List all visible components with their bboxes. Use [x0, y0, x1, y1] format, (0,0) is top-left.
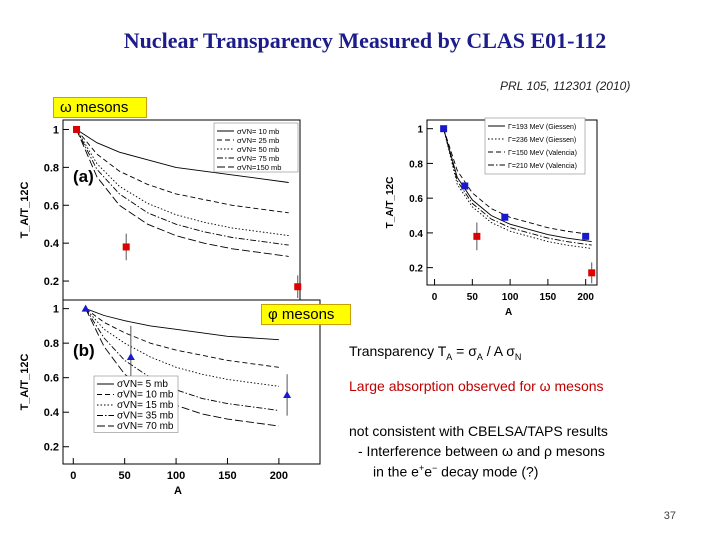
panel-label: (b) [73, 341, 95, 360]
data-point [283, 391, 291, 398]
omega-mesons-label: ω mesons [53, 97, 147, 118]
y-tick-label: 0.2 [43, 441, 59, 454]
not-consistent-note: not consistent with CBELSA/TAPS results [349, 423, 608, 439]
y-axis-label: T_A/T_12C [385, 176, 396, 229]
transparency-formula [349, 343, 521, 362]
decay-sup1: + [418, 463, 425, 473]
data-point [582, 233, 589, 240]
legend-entry: Γ=150 MeV (Valencia) [508, 150, 577, 157]
legend-entry: σVN= 35 mb [117, 410, 174, 422]
x-tick-label: 50 [466, 292, 478, 303]
absorption-note: Large absorption observed for ω mesons [349, 378, 604, 394]
panel-label: (a) [73, 167, 94, 186]
decay-mode-note [373, 463, 538, 480]
x-tick-label: 150 [218, 470, 237, 482]
x-axis-label: A [174, 485, 182, 497]
slide-title: Nuclear Transparency Measured by CLAS E01-112 [123, 28, 607, 53]
plot-a [18, 115, 318, 305]
transparency-label: Transparency T [349, 343, 447, 359]
data-point [461, 183, 468, 190]
y-tick-label: 0.2 [43, 276, 59, 289]
y-tick-label: 0.8 [43, 338, 59, 351]
data-point [473, 233, 480, 240]
y-tick-label: 1 [417, 124, 423, 136]
transparency-rest2: / A σ [482, 343, 515, 359]
x-tick-label: 100 [166, 470, 186, 482]
legend-entry: σVN= 10 mb [117, 389, 174, 401]
y-tick-label: 0.6 [409, 194, 423, 206]
y-tick-label: 0.8 [409, 159, 423, 171]
data-point [440, 125, 447, 132]
x-tick-label: 0 [70, 470, 77, 482]
legend-entry: σVN= 70 mb [117, 421, 174, 432]
x-tick-label: 200 [269, 470, 289, 482]
y-tick-label: 0.6 [43, 200, 59, 213]
decay-pre: in the e [373, 463, 419, 480]
decay-mid: e [424, 463, 432, 480]
legend-entry: Γ=210 MeV (Valencia) [508, 163, 577, 170]
legend-entry: σVN= 15 mb [117, 400, 174, 411]
y-tick-label: 0.8 [43, 162, 59, 175]
data-point [127, 353, 135, 360]
series-line [86, 309, 279, 387]
legend-entry: Γ=193 MeV (Giessen) [508, 124, 577, 131]
legend-entry: σVN= 50 mb [237, 145, 280, 154]
x-tick-label: 100 [501, 292, 519, 303]
data-point [588, 269, 595, 276]
reference-citation: PRL 105, 112301 (2010) [500, 79, 631, 93]
y-axis-label: T_A/T_12C [19, 181, 31, 239]
data-point [501, 214, 508, 221]
decay-sup2: − [432, 463, 438, 473]
series-line [86, 309, 279, 340]
x-tick-label: 0 [431, 292, 438, 303]
data-point [73, 126, 80, 133]
y-axis-label: T_A/T_12C [19, 353, 31, 411]
page-number: 37 [663, 510, 676, 522]
y-tick-label: 1 [52, 303, 59, 316]
legend-entry: σVN= 75 mb [237, 154, 280, 163]
data-point [123, 243, 130, 250]
data-point [294, 283, 301, 290]
phi-mesons-label: φ mesons [261, 304, 351, 325]
interference-note: - Interference between ω and ρ mesons [358, 443, 605, 459]
plot-right-svg [385, 110, 615, 320]
y-tick-label: 0.4 [43, 407, 59, 420]
y-tick-label: 0.2 [409, 263, 423, 275]
legend-entry: σVN= 25 mb [237, 136, 280, 145]
x-tick-label: 150 [539, 292, 557, 303]
y-tick-label: 0.4 [409, 228, 423, 240]
x-tick-label: 50 [118, 470, 131, 482]
x-axis-label: A [505, 307, 513, 318]
transparency-sub2: A [476, 351, 483, 362]
transparency-rest: = σ [452, 343, 477, 359]
legend-entry: Γ=236 MeV (Giessen) [508, 137, 577, 144]
plot-a-svg [18, 115, 318, 305]
legend-entry: σVN= 5 mb [117, 379, 168, 390]
y-tick-label: 0.6 [43, 372, 59, 385]
data-point [82, 305, 90, 312]
transparency-sub: A [446, 351, 453, 362]
decay-post: decay mode (?) [437, 463, 539, 480]
transparency-sub3: N [514, 351, 522, 362]
x-tick-label: 200 [577, 292, 595, 303]
plot-right [385, 110, 615, 320]
y-tick-label: 1 [52, 124, 59, 137]
y-tick-label: 0.4 [43, 238, 59, 251]
legend-entry: σVN= 10 mb [237, 127, 280, 136]
legend-entry: σVN=150 mb [237, 163, 282, 172]
